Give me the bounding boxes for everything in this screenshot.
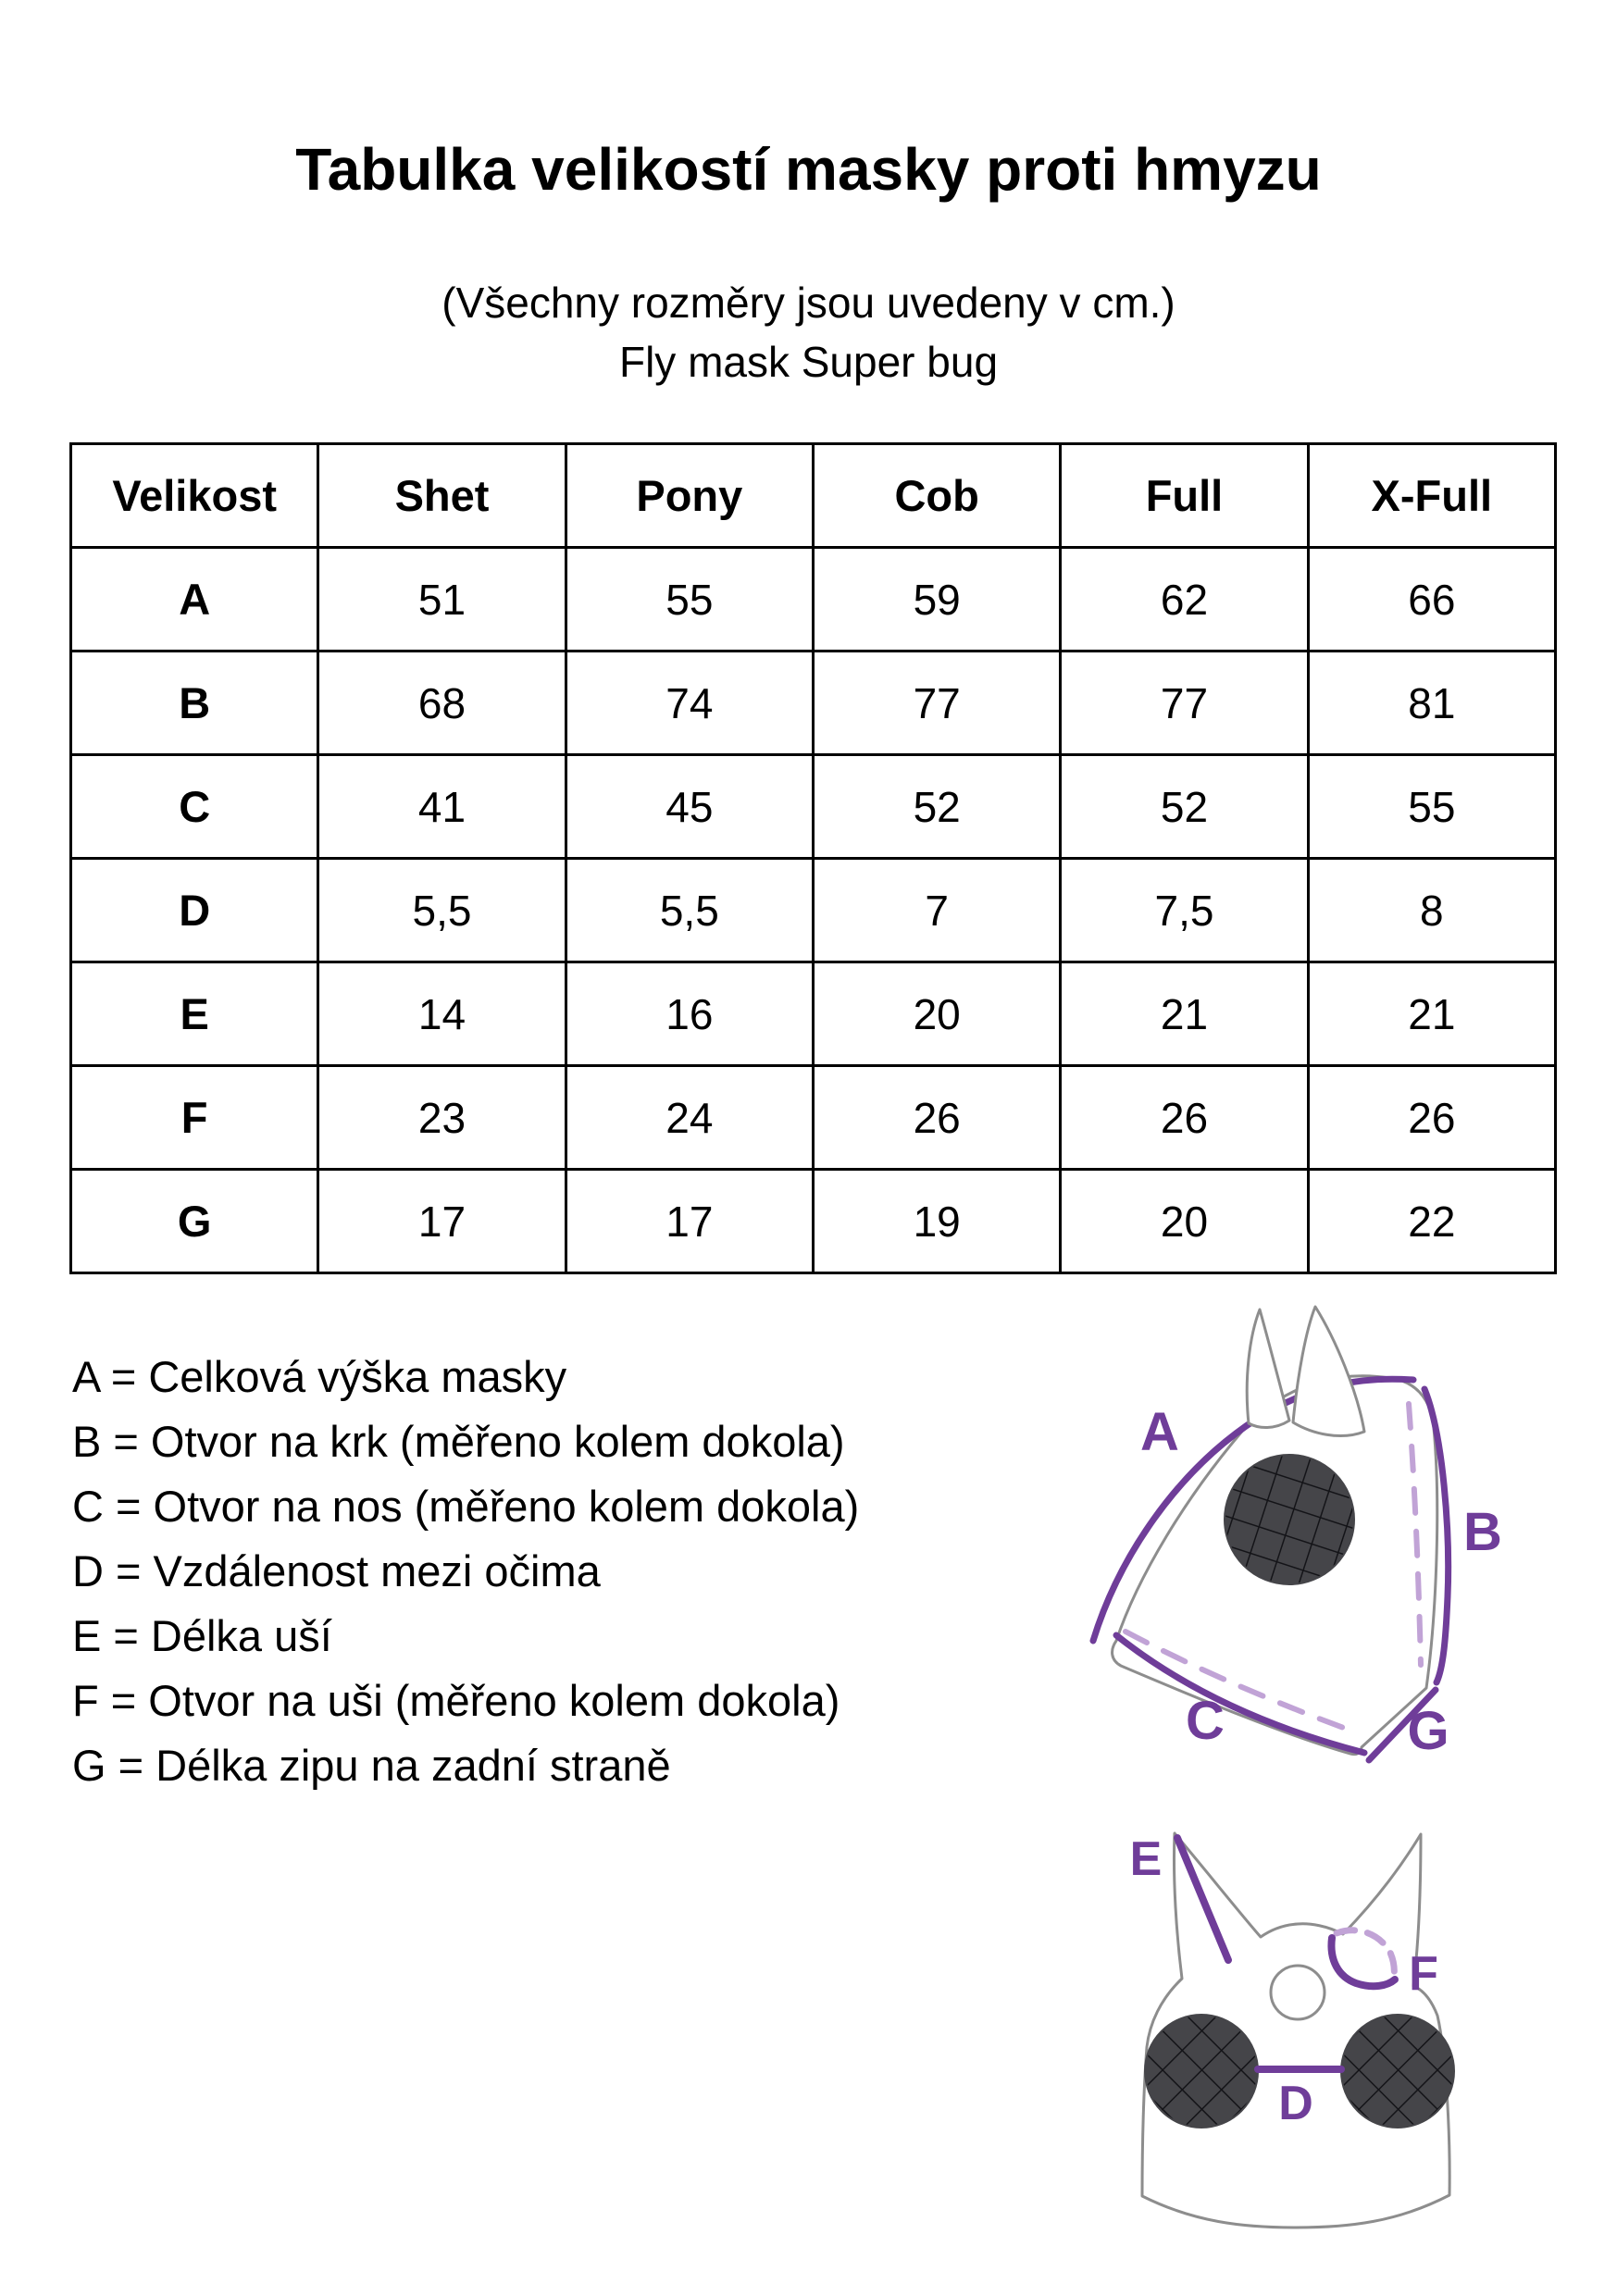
- legend-item: D = Vzdálenost mezi očima: [72, 1546, 601, 1595]
- size-cell: 26: [813, 1066, 1060, 1170]
- label-d: D: [1278, 2077, 1313, 2130]
- column-header: Cob: [813, 444, 1060, 548]
- size-cell: 52: [1061, 755, 1308, 859]
- legend-item: B = Otvor na krk (měřeno kolem dokola): [72, 1417, 845, 1466]
- size-cell: 21: [1061, 962, 1308, 1066]
- table-row: [71, 962, 1556, 1066]
- front-view-diagram: [1064, 1814, 1527, 2295]
- size-cell: 62: [1061, 548, 1308, 652]
- size-cell: 7: [813, 859, 1060, 962]
- side-view-diagram: [1046, 1282, 1527, 1818]
- size-cell: 5,5: [318, 859, 566, 962]
- row-label: A: [71, 548, 318, 652]
- size-cell: 59: [813, 548, 1060, 652]
- eye-mesh-right: [1341, 2015, 1454, 2128]
- label-e: E: [1129, 1832, 1163, 1886]
- size-cell: 45: [566, 755, 813, 859]
- size-cell: 51: [318, 548, 566, 652]
- table-row: [71, 1170, 1556, 1273]
- size-cell: 77: [1061, 652, 1308, 755]
- size-cell: 8: [1308, 859, 1555, 962]
- size-cell: 55: [1308, 755, 1555, 859]
- column-header: Shet: [318, 444, 566, 548]
- table-row: [71, 652, 1556, 755]
- row-label: E: [71, 962, 318, 1066]
- mask-ear-right: [1293, 1307, 1364, 1436]
- size-cell: 20: [813, 962, 1060, 1066]
- forelock-hole: [1271, 1966, 1325, 2019]
- legend-item: E = Délka uší: [72, 1611, 332, 1660]
- eye-mesh-side: [1225, 1455, 1354, 1584]
- size-cell: 26: [1308, 1066, 1555, 1170]
- size-cell: 5,5: [566, 859, 813, 962]
- size-cell: 7,5: [1061, 859, 1308, 962]
- size-cell: 26: [1061, 1066, 1308, 1170]
- size-cell: 16: [566, 962, 813, 1066]
- size-cell: 68: [318, 652, 566, 755]
- legend-item: F = Otvor na uši (měřeno kolem dokola): [72, 1676, 840, 1725]
- eye-mesh-left: [1145, 2015, 1258, 2128]
- size-cell: 66: [1308, 548, 1555, 652]
- size-table: [69, 442, 1557, 1274]
- label-a: A: [1140, 1402, 1179, 1462]
- size-table-header: [71, 444, 1556, 548]
- table-row: [71, 859, 1556, 962]
- row-label: C: [71, 755, 318, 859]
- row-label: D: [71, 859, 318, 962]
- legend-item: G = Délka zipu na zadní straně: [72, 1741, 671, 1790]
- label-f: F: [1409, 1947, 1438, 2001]
- table-row: [71, 548, 1556, 652]
- size-cell: 17: [318, 1170, 566, 1273]
- size-cell: 20: [1061, 1170, 1308, 1273]
- legend-list: [72, 1345, 859, 1798]
- size-cell: 23: [318, 1066, 566, 1170]
- size-cell: 17: [566, 1170, 813, 1273]
- legend-item: C = Otvor na nos (měřeno kolem dokola): [72, 1482, 860, 1531]
- row-label: B: [71, 652, 318, 755]
- size-cell: 14: [318, 962, 566, 1066]
- subtitle-product: Fly mask Super bug: [618, 338, 999, 386]
- size-cell: 21: [1308, 962, 1555, 1066]
- legend-item: A = Celková výška masky: [72, 1352, 567, 1401]
- mask-ear-left: [1247, 1309, 1289, 1428]
- label-c: C: [1186, 1691, 1225, 1751]
- column-header: X-Full: [1308, 444, 1555, 548]
- size-cell: 55: [566, 548, 813, 652]
- size-cell: 52: [813, 755, 1060, 859]
- label-g: G: [1407, 1701, 1449, 1761]
- size-cell: 77: [813, 652, 1060, 755]
- label-b: B: [1463, 1502, 1502, 1562]
- column-header: Velikost: [71, 444, 318, 548]
- size-cell: 74: [566, 652, 813, 755]
- size-table-body: [71, 548, 1556, 1273]
- size-cell: 19: [813, 1170, 1060, 1273]
- size-cell: 81: [1308, 652, 1555, 755]
- size-cell: 24: [566, 1066, 813, 1170]
- header-row: [71, 444, 1556, 548]
- row-label: G: [71, 1170, 318, 1273]
- subtitle-units: (Všechny rozměry jsou uvedeny v cm.): [442, 279, 1175, 327]
- row-label: F: [71, 1066, 318, 1170]
- table-row: [71, 1066, 1556, 1170]
- table-row: [71, 755, 1556, 859]
- column-header: Full: [1061, 444, 1308, 548]
- size-cell: 22: [1308, 1170, 1555, 1273]
- size-cell: 41: [318, 755, 566, 859]
- column-header: Pony: [566, 444, 813, 548]
- page-title: Tabulka velikostí masky proti hmyzu: [295, 136, 1322, 203]
